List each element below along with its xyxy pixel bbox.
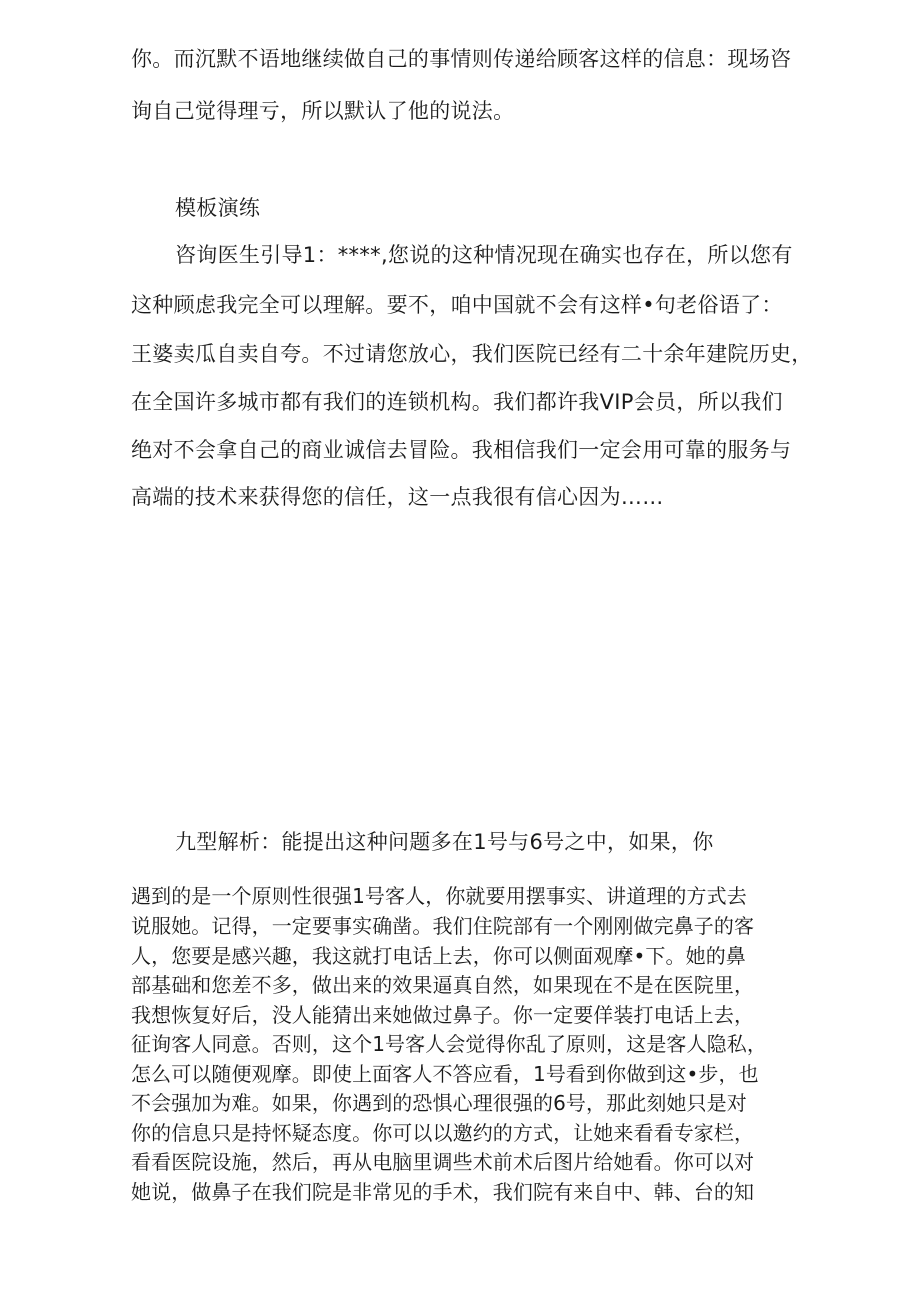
paragraph-1-line-1: 你。而沉默不语地继续做自己的事情则传递给顾客这样的信息：现场咨 xyxy=(131,47,792,71)
analysis-line-6: 征询客人同意。否则，这个1号客人会觉得你乱了原则，这是客人隐私， xyxy=(131,1032,767,1056)
analysis-line-8: 不会强加为难。如果，你遇到的恐惧心理很强的6号，那此刻她只是对 xyxy=(131,1091,747,1115)
analysis-line-4: 部基础和您差不多，做出来的效果逼真自然，如果现在不是在医院里， xyxy=(131,973,755,997)
template-line-5: 绝对不会拿自己的商业诚信去冒险。我相信我们一定会用可靠的服务与 xyxy=(131,438,792,462)
section-heading: 模板演练 xyxy=(175,196,261,220)
paragraph-1-line-2: 询自己觉得理亏，所以默认了他的说法。 xyxy=(131,99,515,123)
analysis-line-3: 人，您要是感兴趣，我这就打电话上去，你可以侧面观摩•下。她的鼻 xyxy=(131,944,746,968)
template-line-2: 这种顾虑我完全可以理解。要不，咱中国就不会有这样•句老俗语了： xyxy=(131,293,783,317)
analysis-line-10: 看看医院设施，然后，再从电脑里调些术前术后图片给她看。你可以对 xyxy=(131,1150,755,1174)
analysis-line-5: 我想恢复好后，没人能猜出来她做过鼻子。你一定要佯装打电话上去， xyxy=(131,1003,755,1027)
template-line-3: 王婆卖瓜自卖自夸。不过请您放心，我们医院已经有二十余年建院历史， xyxy=(131,342,813,366)
template-line-6: 高端的技术来获得您的信任，这一点我很有信心因为…… xyxy=(131,485,664,509)
analysis-intro: 九型解析：能提出这种问题多在1号与6号之中，如果，你 xyxy=(175,830,714,854)
analysis-line-11: 她说，做鼻子在我们院是非常见的手术，我们院有来自中、韩、台的知 xyxy=(131,1180,755,1204)
analysis-line-2: 说服她。记得，一定要事实确凿。我们住院部有一个刚刚做完鼻子的客 xyxy=(131,914,755,938)
template-line-4: 在全国许多城市都有我们的连锁机构。我们都许我VIP会员，所以我们 xyxy=(131,390,783,414)
analysis-line-9: 你的信息只是持怀疑态度。你可以以邀约的方式，让她来看看专家栏， xyxy=(131,1121,755,1145)
template-line-1: 咨询医生引导1：****,您说的这种情况现在确实也存在，所以您有 xyxy=(175,243,793,267)
analysis-line-1: 遇到的是一个原则性很强1号客人，你就要用摆事实、讲道理的方式去 xyxy=(131,884,747,908)
analysis-line-7: 怎么可以随便观摩。即使上面客人不答应看，1号看到你做到这•步，也 xyxy=(131,1062,759,1086)
